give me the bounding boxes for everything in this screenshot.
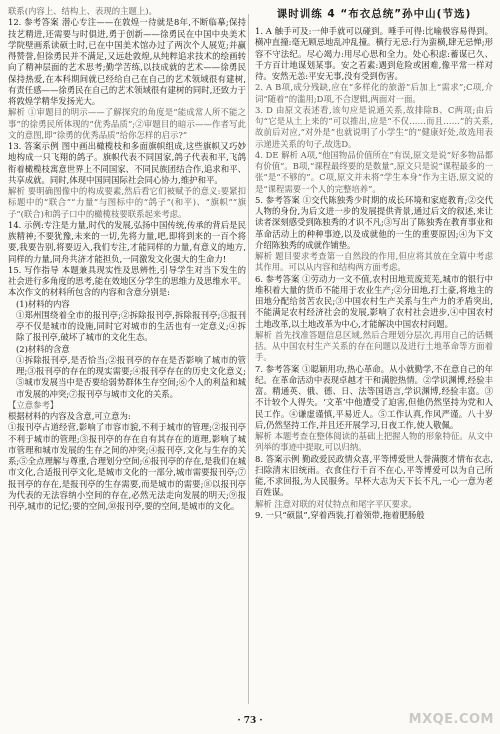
paragraph: 【立意参考】 bbox=[8, 399, 59, 410]
paragraph: 14. 示例:专注是力量,时代的发展,弘扬中国传统,传承的背后是民族精神;不要犹豫,未来的一切,先将力量,吧,即将到来的一百个将要,我要告别,将要迈入,我们专注,才能同样的力量,有意义的地方,同样的力量,同舟共济才能担负,一同激发文化强大的生命力! bbox=[8, 219, 246, 264]
paragraph: 3. D 由原文表述看,该句应是说通关系,故排除B、C两项;由后句“它是从土上来的”可以推出,应是“不仅……而且……”的关系,故前后对应,“对外是”也就说明了小学生“的”健康好处,故选用表示递进关系的句子,故选D。 bbox=[255, 104, 493, 149]
paragraph: 15. 写作指导 本题兼具现实性及思辨性,引导学生对当下发生的社会进行多角度的思考,能在效地区分学生的思维力及思维水平。本次作文的材料所包含的内容和含意分别是: bbox=[8, 264, 246, 298]
paragraph: 5. 参考答案 ①交代陈独秀少时期的成长环境和家庭教育;②交代人物的身份,为后文进一步的发展提供背景,通过后文的叙述,来让读者深刻感受到陈独秀的才识不凡;③写出了陈独秀在教育事业和革命活动上的种种事迹,以及成就他的一生的重要原因;④为下文介绍陈独秀的成就作铺垫。 bbox=[255, 194, 493, 250]
paragraph: 4. DE 解析 A项,“他国物品价值所在”有误,原文是说“好多物品都有价值”。B项,“课程最终要的是数量”,原文只是说“课程最多的一张”是“不够的”。C项,原文并未将“学生本身”作为主语,原文说的是“课程需要一个人的完整培养”。 bbox=[255, 149, 493, 194]
paragraph: 13. 答案示例 图中画出橄榄枝和多面旗帜组成,这些旗帜又巧妙地构成一只飞翔的鸽子。旗帜代表不同国家,鸽子代表和平,飞鸽衔着橄榄枝寓意世界上不同国家、不同民族团结合作,追求和平、共享成就。同时,体现中国同国际社会同心协力,维护和平。 bbox=[8, 141, 246, 185]
right-column bbox=[255, 6, 493, 521]
section-heading: 课时训练 4 “布衣总统”孙中山(节选) bbox=[276, 8, 472, 20]
paragraph: ①郑州围绕着全市的报刊亭;②拆除报刊亭,拆除报刊亭;③报刊亭不仅是城市的设施,同时它对城市的生活也有一定意义;④拆除了报刊亭,破坏了城市的文化生态。 bbox=[16, 309, 246, 343]
paragraph: 12. 参考答案 潜心专注——在敦煌一待就是8年,不断临摹;保持技艺精进,还需要与时俱进,勇于创新——徐勇民在中国中央美术学院壁画系读硕士时,已在中国美术馆办过了两次个人展览;并赢得赞誉,但徐勇民并不满足,又远赴敦煌,从纯粹追求技术的绘画转向了精神层面的艺术思考;勤学苦练,以技成就的艺术——徐勇民保持热爱,在本科期间就已经给自己在自己的艺术领域很有建树,有责任感——徐勇民在自己的艺术领域很有建树的同时,还致力于将敦煌学精华发扬光大。 bbox=[8, 17, 246, 106]
paragraph: 解析 要明确图像中的构成要素,然后看它们被赋予的意义:要紧扣标题中的“联合”“力量”与图标中的“鸽子”(和平)、“旗帜”“旗子”(联合)和鸽子口中的橄榄枝要联系起来考虑。 bbox=[8, 186, 246, 219]
paragraph: ①拆除报刊亭,是否恰当;②报刊亭的存在是否影响了城市的管理;③报刊亭的存在的现实需要;④报刊亭存在的历史文化意义;⑤城市发展当中是否要给弱势群体生存空间;⑥个人的利益和城市发展的冲突;⑦报刊亭与城市文化的关系。 bbox=[16, 354, 246, 399]
paragraph: 解析 题目要求考查第一自然段的作用,但应将其放在全篇中考虑其作用。可以从内容和结构两方面考虑。 bbox=[255, 251, 493, 273]
paragraph: 解析 注意对联的对仗特点和尾字平仄要求。 bbox=[255, 498, 417, 509]
paragraph: 解析 首先找准答题信息区域,然后合理划分层次,再用自己的话概括。从中国农村生产关系的存在问题以及进行土地革命等方面着手。 bbox=[255, 329, 493, 363]
left-column bbox=[8, 6, 246, 512]
paragraph: (2)材料的含意 bbox=[16, 343, 70, 354]
paragraph: 8. 答案示例 勤政爱民政情众喜,平等博爱世人誉满腹才情布衣志,扫除清末旧统雨。衣食住行千百不在心,平等博爱可以为自己所能,不求回报,为人民服务。早杯大志为天下长不凡,一心一意为老百姓谋。 bbox=[255, 453, 493, 498]
watermark: MXQE.COM bbox=[408, 712, 494, 727]
paragraph: 解析 本题考查在整体阅读的基础上把握人物的形象特征。从文中列举的事迹中提取,可以归纳。 bbox=[255, 431, 493, 453]
paragraph: 2. A B项,成分残缺,应在“多样化的旅游”后加上“需求”;C项,介词“随着”的滥用;D项,不合逻辑,两面对一面。 bbox=[255, 82, 493, 104]
page-number: · 73 · bbox=[237, 716, 263, 726]
paragraph: ①报刊亭占道经营,影响了市容市貌,不利于城市的管理;②报刊亭不利于城市的管理;③报刊亭的存在自有其存在的道理,影响了城市管理和城市发展的生存之间的冲突;④报刊亭,文化与生存的关系;⑤全点理解与尊重,合理划分空间;⑥报刊亭的存在,是我们在城市文化,合适报刊亭文化,是城市文化的一部分,城市需要报刊亭;⑦报刊亭的存在,是报刊亭的生存需要,而是城市的需要;⑧以报刊亭为代表的无法容纳小空间的存在,必然无法走向发展的明天;⑨报刊亭,城市的记忆;要的空间,⑩报刊亭,要的空间,是城市的文化。 bbox=[8, 422, 246, 511]
paragraph: 9. 一只“硕鼠”,穿着西装,打着领带,拖着肥肠般 bbox=[255, 509, 425, 520]
paragraph: 6. 参考答案 ①劳动力一文不值,农村田地荒废荒芜,城市的银行中堆积着大量的货币不能用于农业生产;②分田地,打土豪,将地主的田地分配给贫苦农民;③中国农村生产关系与生产力的矛盾突出,不能满足农村经济社会的发展,影响了农村社会进步,④中国农村土地改革,以土地改革为中心,才能解决中国农村问题。 bbox=[255, 273, 493, 329]
paragraph: 解析 ①审题目的明示——了解探究的角度是“能成常人所不能之事”的徐勇民所体现的“优秀品质”;②审题目的暗示——作者写此文的意图,即“徐勇的优秀品质”给你怎样的启示?” bbox=[8, 107, 246, 140]
paragraph: 7. 参考答案 ①聪颖用功,热心革命。从小就勤学,不在意自己的年纪。在革命活动中表现卓越才干和满腔热情。②学识渊博,经验丰富。精通英、俄、德、日、法等国语言,学识渊博,经验丰富。③不计较个人得失。‘文革’中他遭受了迫害,但他仍然坚持为党和人民工作。④谦虚谨慎,平易近人。⑤工作认真,作风严谨。八十岁后,仍然坚持工作,并且还开展学习,日夜工作,使人敬佩。 bbox=[255, 363, 493, 430]
paragraph: 联系(内容上、结构上、表现的主题上)。 bbox=[8, 6, 157, 16]
paragraph: 根据材料的内容及含意,可立意为: bbox=[8, 411, 131, 421]
paragraph: 1. A 触手可及:一伸手就可以碰到。唾手可得:比喻极容易得到。横冲直撞:毫无顾忌地乱冲乱撞。横行无忌:行为蛮横,肆无忌惮;形容不守法纪。尽心竭力:用尽心思和全力。处心积虑:蓄谋已久、千方百计地谋划某事。安之若素:遇到危险或困难,像平常一样对待。安然无恙:平安无事,没有受到伤害。 bbox=[255, 26, 493, 81]
column-divider bbox=[248, 14, 249, 704]
paragraph: (1)材料的内容 bbox=[16, 298, 70, 309]
